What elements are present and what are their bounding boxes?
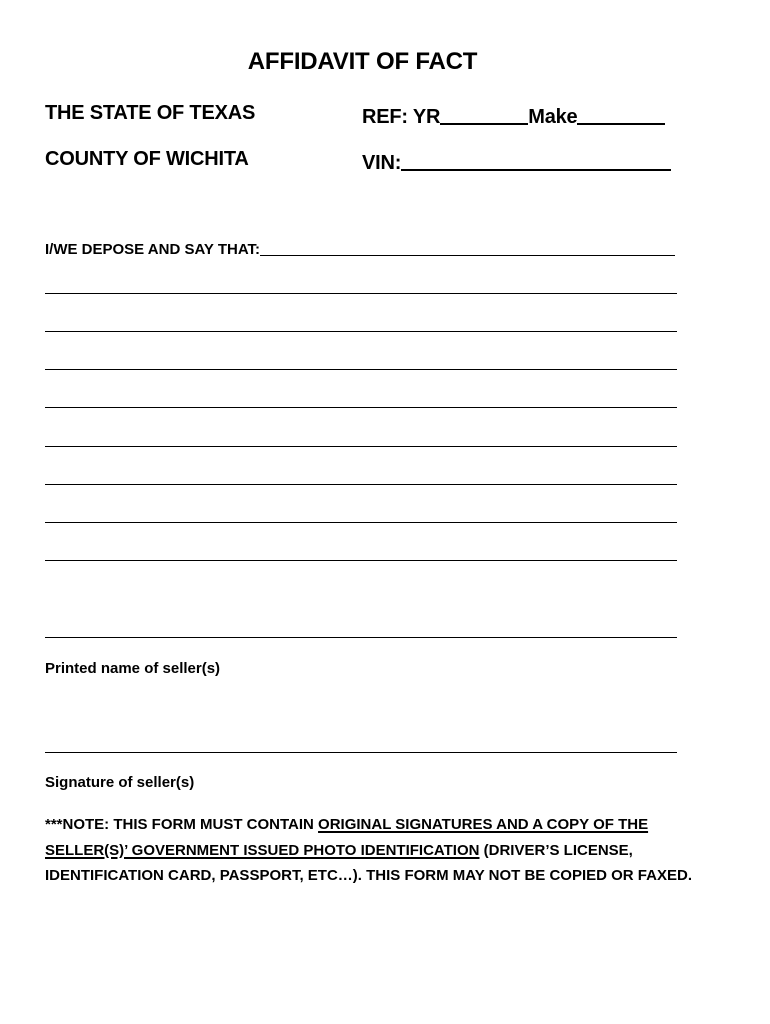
statement-line[interactable]: [45, 407, 677, 408]
make-field[interactable]: [577, 104, 665, 125]
county-label: COUNTY OF WICHITA: [45, 148, 249, 170]
vin-row: [362, 148, 671, 175]
note-suffix: (DRIVER’S LICENSE, IDENTIFICATION CARD, PASSPORT, ETC…). THIS FORM MAY NOT BE COPIED OR FAXED.: [45, 841, 692, 884]
depose-row: [45, 236, 675, 258]
printed-name-label: Printed name of seller(s): [45, 660, 221, 677]
note-underlined: ORIGINAL SIGNATURES AND A COPY OF THE SELLER(S)’ GOVERNMENT ISSUED PHOTO IDENTIFICATION: [45, 816, 649, 859]
statement-line[interactable]: [45, 484, 677, 485]
note-prefix: ***NOTE: THIS FORM MUST CONTAIN: [45, 816, 319, 833]
statement-line[interactable]: [45, 560, 677, 561]
vin-label: VIN:: [362, 152, 402, 174]
printed-name-line[interactable]: [45, 637, 677, 638]
make-label: Make: [528, 106, 578, 128]
statement-line[interactable]: [45, 331, 677, 332]
statement-line[interactable]: [45, 293, 677, 294]
statement-line[interactable]: [45, 369, 677, 370]
statement-line[interactable]: [45, 522, 677, 523]
page-title: AFFIDAVIT OF FACT: [247, 48, 478, 75]
ref-year-label: REF: YR: [362, 106, 441, 128]
year-field[interactable]: [440, 104, 528, 125]
statement-field-first[interactable]: [260, 237, 675, 256]
signature-line[interactable]: [45, 752, 677, 753]
vin-field[interactable]: [401, 150, 671, 171]
statement-line[interactable]: [45, 446, 677, 447]
depose-label: I/WE DEPOSE AND SAY THAT:: [45, 241, 261, 258]
note-paragraph: [45, 812, 705, 889]
ref-row: [362, 102, 665, 129]
signature-label: Signature of seller(s): [45, 774, 195, 791]
state-label: THE STATE OF TEXAS: [45, 102, 256, 124]
